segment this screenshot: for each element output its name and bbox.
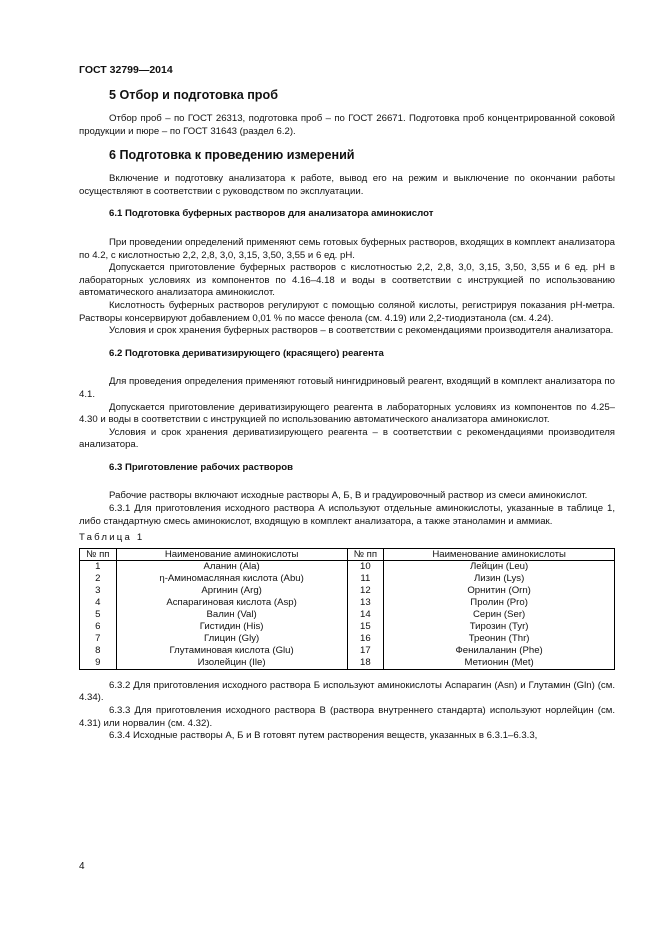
table-row [80, 633, 615, 645]
table-cell-num: 7 [80, 633, 117, 645]
table-cell-num: 13 [347, 597, 384, 609]
document-header: ГОСТ 32799—2014 [79, 64, 173, 76]
table-cell-name: Глицин (Gly) [116, 633, 347, 645]
section-6-3-paragraph: Рабочие растворы включают исходные растворы А, Б, В и градуировочный раствор из смеси аминокислот. [109, 490, 588, 502]
table-cell-name: Аспарагиновая кислота (Asp) [116, 597, 347, 609]
table-cell-name: Пролин (Pro) [384, 597, 615, 609]
table-body [80, 560, 615, 669]
table-cell-num: 6 [80, 621, 117, 633]
table-cell-num: 12 [347, 585, 384, 597]
table-cell-name: Треонин (Thr) [384, 633, 615, 645]
document-body [79, 88, 615, 743]
section-6-1-paragraph: Условия и срок хранения буферных растворов – в соответствии с рекомендациями производителя анализатора. [109, 325, 614, 337]
section-6-3-paragraph: 6.3.4 Исходные растворы А, Б и В готовят путем растворения веществ, указанных в 6.3.1–6.3.3, [109, 730, 538, 742]
table-row [80, 560, 615, 573]
table-row [80, 573, 615, 585]
table-cell-num: 8 [80, 645, 117, 657]
table-cell-name: η-Аминомасляная кислота (Abu) [116, 573, 347, 585]
section-6-3-paragraph: 6.3.3 Для приготовления исходного раствора В (раствора внутреннего стандарта) используют норлейцин (см. 4.31) или норвалин (см. 4.32). [79, 705, 615, 729]
table-cell-name: Валин (Val) [116, 609, 347, 621]
table-row [80, 621, 615, 633]
table-row [80, 657, 615, 670]
table-cell-name: Лизин (Lys) [384, 573, 615, 585]
table-header-row [80, 548, 615, 560]
section-6-2-paragraph: Допускается приготовление дериватизирующего реагента в лабораторных условиях из компонентов по 4.25–4.30 и воды в соответствии с инструкцией по использованию автоматического анализатора аминокислот. [79, 401, 615, 426]
table-row [80, 597, 615, 609]
table-row [80, 585, 615, 597]
table-header-num: № пп [80, 548, 117, 560]
section-6-3-title: 6.3 Приготовление рабочих растворов [109, 461, 294, 473]
table-cell-num: 9 [80, 657, 117, 670]
table-cell-num: 10 [347, 560, 384, 573]
table-cell-name: Глутаминовая кислота (Glu) [116, 645, 347, 657]
table-cell-num: 16 [347, 633, 384, 645]
table-cell-num: 5 [80, 609, 117, 621]
section-6-title: 6 Подготовка к проведению измерений [109, 148, 355, 163]
table-cell-num: 18 [347, 657, 384, 670]
table-cell-num: 2 [80, 573, 117, 585]
section-6-1-title: 6.1 Подготовка буферных растворов для анализатора аминокислот [109, 208, 434, 220]
table-header-name: Наименование аминокислоты [384, 548, 615, 560]
table-cell-name: Метионин (Met) [384, 657, 615, 670]
section-6-3-paragraph: 6.3.1 Для приготовления исходного раствора А используют отдельные аминокислоты, указанные в таблице 1, либо стандартную смесь аминокислот, входящую в комплект анализатора, а также этаноламин и аммиак. [79, 503, 615, 527]
table-cell-name: Гистидин (His) [116, 621, 347, 633]
table-cell-num: 14 [347, 609, 384, 621]
table-cell-name: Фенилаланин (Phe) [384, 645, 615, 657]
section-6-2-paragraph: Условия и срок хранения дериватизирующего реагента – в соответствии с рекомендациями производителя анализатора. [79, 426, 615, 451]
table-cell-num: 3 [80, 585, 117, 597]
section-5-paragraph: Отбор проб – по ГОСТ 26313, подготовка проб – по ГОСТ 26671. Подготовка проб концентрированной соковой продукции и пюре – по ГОСТ 31643 (раздел 6.2). [79, 113, 615, 137]
section-6-1-paragraph: При проведении определений применяют семь готовых буферных растворов, входящих в комплект анализатора по 4.2, с кислотностью 2,2, 2,8, 3,0, 3,15, 3,50, 3,55 и 6 ед. pH. [79, 236, 615, 261]
amino-acid-table [79, 548, 615, 670]
table-caption: Таблица 1 [79, 532, 145, 544]
table-row [80, 609, 615, 621]
table-cell-name: Серин (Ser) [384, 609, 615, 621]
table-row [80, 645, 615, 657]
table-cell-num: 17 [347, 645, 384, 657]
section-6-paragraph: Включение и подготовку анализатора к работе, вывод его на режим и выключение по окончании работы осуществляют в соответствии с руководством по эксплуатации. [79, 173, 615, 197]
table-cell-num: 15 [347, 621, 384, 633]
table-header-name: Наименование аминокислоты [116, 548, 347, 560]
page-number: 4 [79, 861, 85, 872]
table-cell-name: Орнитин (Orn) [384, 585, 615, 597]
table-cell-name: Аланин (Ala) [116, 560, 347, 573]
table-cell-num: 1 [80, 560, 117, 573]
table-cell-name: Изолейцин (Ile) [116, 657, 347, 670]
table-cell-num: 4 [80, 597, 117, 609]
section-5-title: 5 Отбор и подготовка проб [109, 88, 278, 102]
section-6-1-paragraph: Допускается приготовление буферных растворов с кислотностью 2,2, 2,8, 3,0, 3,15, 3,50, 3,55 и 6 ед. pH в лабораторных условиях из компонентов по 4.16–4.18 и воды в соответствии с инструкцией по использованию автоматического анализатора аминокислот. [79, 262, 615, 299]
table-cell-name: Тирозин (Tyr) [384, 621, 615, 633]
section-6-2-paragraph: Для проведения определения применяют готовый нингидриновый реагент, входящий в комплект анализатора по 4.1. [79, 376, 615, 400]
table-cell-num: 11 [347, 573, 384, 585]
section-6-1-paragraph: Кислотность буферных растворов регулируют с помощью соляной кислоты, регистрируя показания pH-метра. Растворы консервируют добавлением 0,01 % по массе фенола (см. 4.19) или 2,2-тиодиэтанола (см. 4.24). [79, 299, 615, 324]
table-cell-name: Лейцин (Leu) [384, 560, 615, 573]
section-6-2-title: 6.2 Подготовка дериватизирующего (красящего) реагента [109, 347, 384, 359]
table-cell-name: Аргинин (Arg) [116, 585, 347, 597]
section-6-3-paragraph: 6.3.2 Для приготовления исходного раствора Б используют аминокислоты Аспарагин (Asn) и Глутамин (Gln) (см. 4.34). [79, 679, 615, 704]
table-header-num: № пп [347, 548, 384, 560]
